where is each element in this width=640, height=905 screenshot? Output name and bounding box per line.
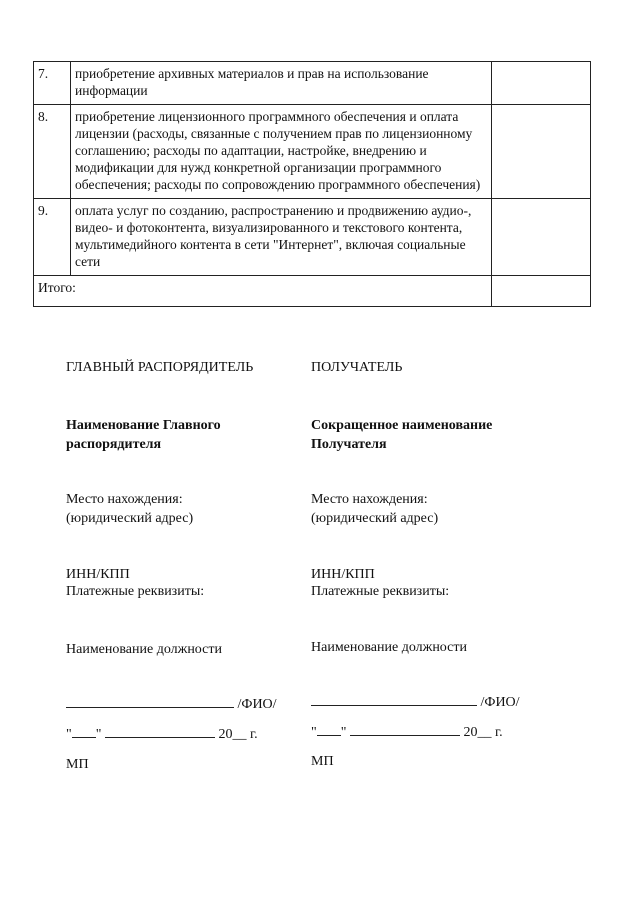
right-date-line — [311, 721, 503, 742]
left-fio-label: /ФИО/ — [237, 697, 277, 712]
month-blank — [350, 721, 460, 736]
left-date-line — [66, 723, 258, 744]
right-year-label: 20__ г. — [463, 725, 503, 740]
row-number: 7. — [34, 62, 71, 105]
right-heading: ПОЛУЧАТЕЛЬ — [311, 360, 403, 375]
left-inn-label: ИНН/КПП — [66, 567, 130, 582]
right-address-sublabel: (юридический адрес) — [311, 511, 439, 526]
signature-blank — [66, 693, 234, 708]
left-position-label: Наименование должности — [66, 642, 222, 657]
left-address-label: Место нахождения: — [66, 492, 183, 507]
quote-mark: " — [66, 727, 72, 742]
month-blank — [105, 723, 215, 738]
right-inn-label: ИНН/КПП — [311, 567, 375, 582]
table-row — [34, 62, 591, 105]
left-payment-label: Платежные реквизиты: — [66, 584, 205, 599]
right-position-label: Наименование должности — [311, 640, 467, 655]
left-year-label: 20__ г. — [218, 727, 258, 742]
right-name-line2: Получателя — [311, 437, 387, 452]
row-amount-cell — [492, 199, 591, 276]
signature-blank — [311, 691, 477, 706]
total-label: Итого: — [34, 276, 492, 307]
left-name-line2: распорядителя — [66, 437, 162, 452]
row-description: оплата услуг по созданию, распространению и продвижению аудио-, видео- и фотоконтента, визуализированного и текстового контента, мультимедийного контента в сети "Интернет", включая социальные сети — [71, 199, 492, 276]
left-address-sublabel: (юридический адрес) — [66, 511, 194, 526]
total-row — [34, 276, 591, 307]
table-row — [34, 105, 591, 199]
day-blank — [317, 721, 341, 736]
quote-mark: " — [340, 725, 347, 740]
right-fio-label: /ФИО/ — [480, 695, 520, 710]
quote-mark: " — [311, 725, 317, 740]
left-seal-label: МП — [66, 757, 89, 772]
left-heading: ГЛАВНЫЙ РАСПОРЯДИТЕЛЬ — [66, 360, 254, 375]
right-seal-label: МП — [311, 754, 334, 769]
row-amount-cell — [492, 62, 591, 105]
total-amount-cell — [492, 276, 591, 307]
right-name-line1: Сокращенное наименование — [311, 418, 493, 433]
left-signature-line — [66, 693, 277, 714]
row-description: приобретение лицензионного программного обеспечения и оплата лицензии (расходы, связанные с получением прав по лицензионному соглашению; расходы по адаптации, настройке, внедрению и модификации для нужд конкретной организации программного обеспечения; расходы по сопровождению программного обеспечения) — [71, 105, 492, 199]
right-signature-line — [311, 691, 520, 712]
row-amount-cell — [492, 105, 591, 199]
right-payment-label: Платежные реквизиты: — [311, 584, 450, 599]
expense-table — [33, 61, 591, 307]
day-blank — [72, 723, 96, 738]
left-name-line1: Наименование Главного — [66, 418, 221, 433]
row-description: приобретение архивных материалов и прав на использование информации — [71, 62, 492, 105]
row-number: 9. — [34, 199, 71, 276]
quote-mark: " — [95, 727, 102, 742]
row-number: 8. — [34, 105, 71, 199]
right-address-label: Место нахождения: — [311, 492, 428, 507]
table-row — [34, 199, 591, 276]
